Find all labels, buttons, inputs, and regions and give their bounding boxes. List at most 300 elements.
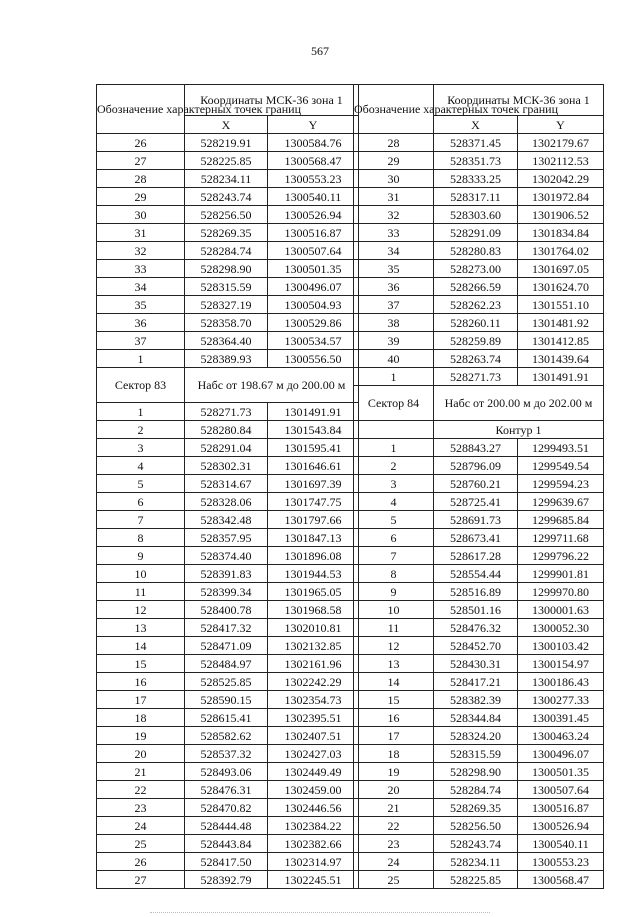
y-value: 1300526.94 (518, 817, 604, 835)
table-row (354, 350, 604, 368)
x-value: 528673.41 (434, 529, 518, 547)
point-number: 9 (97, 547, 185, 565)
y-value: 1302449.49 (268, 763, 359, 781)
y-value: 1301491.91 (268, 403, 359, 421)
point-number: 32 (97, 242, 185, 260)
x-value: 528493.06 (185, 763, 268, 781)
table-row (354, 296, 604, 314)
y-value: 1302242.29 (268, 673, 359, 691)
x-value: 528269.35 (185, 224, 268, 242)
y-value: 1299639.67 (518, 493, 604, 511)
table-row (354, 547, 604, 565)
x-value: 528351.73 (434, 152, 518, 170)
table-row (97, 619, 359, 637)
point-number: 27 (97, 152, 185, 170)
point-number: 23 (354, 835, 434, 853)
y-value: 1302459.00 (268, 781, 359, 799)
y-value: 1302427.03 (268, 745, 359, 763)
x-value: 528260.11 (434, 314, 518, 332)
point-number: 5 (97, 475, 185, 493)
table-row (354, 637, 604, 655)
table-row (354, 368, 604, 386)
y-value: 1300526.94 (268, 206, 359, 224)
y-value: 1302382.66 (268, 835, 359, 853)
y-value: 1301697.39 (268, 475, 359, 493)
point-number: 17 (354, 727, 434, 745)
point-number: 13 (97, 619, 185, 637)
y-value: 1302354.73 (268, 691, 359, 709)
table-row (97, 457, 359, 475)
table-row (97, 475, 359, 493)
point-number: 4 (354, 493, 434, 511)
point-number: 20 (354, 781, 434, 799)
point-number: 6 (354, 529, 434, 547)
point-number: 1 (97, 350, 185, 368)
point-number: 20 (97, 745, 185, 763)
x-value: 528256.50 (185, 206, 268, 224)
y-value: 1301481.92 (518, 314, 604, 332)
y-value: 1301896.08 (268, 547, 359, 565)
header-row (97, 85, 359, 116)
point-number: 1 (354, 368, 434, 386)
table-row (354, 565, 604, 583)
y-value: 1302407.51 (268, 727, 359, 745)
y-value: 1300553.23 (268, 170, 359, 188)
y-value: 1299901.81 (518, 565, 604, 583)
y-value: 1302112.53 (518, 152, 604, 170)
point-number: 24 (354, 853, 434, 871)
x-value: 528392.79 (185, 871, 268, 889)
y-value: 1300463.24 (518, 727, 604, 745)
point-number: 22 (97, 781, 185, 799)
y-value: 1302042.29 (518, 170, 604, 188)
y-value: 1301543.84 (268, 421, 359, 439)
y-value: 1300568.47 (268, 152, 359, 170)
point-number: 34 (354, 242, 434, 260)
x-value: 528324.20 (434, 727, 518, 745)
point-number: 3 (97, 439, 185, 457)
table-row (97, 188, 359, 206)
table-row (97, 350, 359, 368)
table-row (97, 493, 359, 511)
x-header: X (434, 116, 518, 134)
point-number: 5 (354, 511, 434, 529)
x-value: 528234.11 (434, 853, 518, 871)
table-row (97, 601, 359, 619)
x-value: 528471.09 (185, 637, 268, 655)
x-value: 528315.59 (185, 278, 268, 296)
y-value: 1301847.13 (268, 529, 359, 547)
x-value: 528389.93 (185, 350, 268, 368)
x-value: 528399.34 (185, 583, 268, 601)
point-number: 11 (354, 619, 434, 637)
y-value: 1300501.35 (268, 260, 359, 278)
point-number: 16 (97, 673, 185, 691)
table-row (97, 547, 359, 565)
table-row (354, 457, 604, 475)
y-value: 1299685.84 (518, 511, 604, 529)
table-row (97, 565, 359, 583)
point-number: 40 (354, 350, 434, 368)
table-row (354, 691, 604, 709)
y-value: 1302161.96 (268, 655, 359, 673)
y-header: Y (268, 116, 359, 134)
table-row (354, 206, 604, 224)
x-value: 528554.44 (434, 565, 518, 583)
y-value: 1301595.41 (268, 439, 359, 457)
x-value: 528484.97 (185, 655, 268, 673)
x-value: 528796.09 (434, 457, 518, 475)
y-value: 1302446.56 (268, 799, 359, 817)
y-value: 1299594.23 (518, 475, 604, 493)
table-row (354, 601, 604, 619)
table-row (97, 134, 359, 152)
y-value: 1300052.30 (518, 619, 604, 637)
table-row (97, 242, 359, 260)
table-row (97, 529, 359, 547)
x-value: 528243.74 (434, 835, 518, 853)
point-number: 33 (354, 224, 434, 242)
table-row (354, 709, 604, 727)
table-row (354, 655, 604, 673)
table-row (354, 332, 604, 350)
y-value: 1301972.84 (518, 188, 604, 206)
table-row (354, 781, 604, 799)
x-value: 528302.31 (185, 457, 268, 475)
y-value: 1300504.93 (268, 296, 359, 314)
table-row (97, 853, 359, 871)
table-row (97, 871, 359, 889)
point-number: 8 (97, 529, 185, 547)
coords-title-header: Координаты МСК-36 зона 1 (185, 85, 359, 116)
y-value: 1301624.70 (518, 278, 604, 296)
point-number: 28 (354, 134, 434, 152)
point-number: 11 (97, 583, 185, 601)
point-number: 26 (97, 134, 185, 152)
table-row (97, 152, 359, 170)
table-row (97, 296, 359, 314)
page-number: 567 (311, 44, 329, 58)
x-value: 528382.39 (434, 691, 518, 709)
table-row (354, 493, 604, 511)
y-value: 1300391.45 (518, 709, 604, 727)
point-number: 36 (97, 314, 185, 332)
table-row (354, 871, 604, 889)
x-value: 528725.41 (434, 493, 518, 511)
y-value: 1300496.07 (268, 278, 359, 296)
x-value: 528259.89 (434, 332, 518, 350)
x-value: 528225.85 (434, 871, 518, 889)
x-value: 528262.23 (434, 296, 518, 314)
y-value: 1299796.22 (518, 547, 604, 565)
point-number: 1 (354, 439, 434, 457)
x-value: 528537.32 (185, 745, 268, 763)
y-value: 1300001.63 (518, 601, 604, 619)
point-number: 36 (354, 278, 434, 296)
point-number: 38 (354, 314, 434, 332)
x-value: 528525.85 (185, 673, 268, 691)
y-value: 1300103.42 (518, 637, 604, 655)
x-value: 528400.78 (185, 601, 268, 619)
y-value: 1302395.51 (268, 709, 359, 727)
y-value: 1302132.85 (268, 637, 359, 655)
coordinates-table-left (96, 84, 359, 889)
designation-header: Обозначение характерных точек границ (354, 85, 434, 134)
point-number: 25 (354, 871, 434, 889)
y-value: 1300568.47 (518, 871, 604, 889)
point-number: 16 (354, 709, 434, 727)
x-value: 528617.28 (434, 547, 518, 565)
x-value: 528344.84 (434, 709, 518, 727)
table-row (354, 817, 604, 835)
point-number: 15 (97, 655, 185, 673)
table-row (354, 439, 604, 457)
x-value: 528843.27 (434, 439, 518, 457)
table-row (354, 475, 604, 493)
point-number: 27 (97, 871, 185, 889)
table-row (97, 224, 359, 242)
table-row (97, 835, 359, 853)
point-number: 10 (97, 565, 185, 583)
point-number: 19 (97, 727, 185, 745)
point-number: 28 (97, 170, 185, 188)
point-number: 12 (97, 601, 185, 619)
table-row (354, 242, 604, 260)
x-value: 528358.70 (185, 314, 268, 332)
x-value: 528443.84 (185, 835, 268, 853)
table-row (97, 691, 359, 709)
table-row (354, 529, 604, 547)
table-row (354, 188, 604, 206)
x-value: 528280.83 (434, 242, 518, 260)
x-value: 528691.73 (434, 511, 518, 529)
x-value: 528516.89 (434, 583, 518, 601)
y-value: 1301646.61 (268, 457, 359, 475)
x-value: 528417.50 (185, 853, 268, 871)
x-value: 528371.45 (434, 134, 518, 152)
x-value: 528298.90 (185, 260, 268, 278)
y-value: 1300501.35 (518, 763, 604, 781)
table-row (97, 421, 359, 439)
contour-row (354, 421, 604, 439)
point-number: 37 (97, 332, 185, 350)
y-value: 1300154.97 (518, 655, 604, 673)
point-number: 12 (354, 637, 434, 655)
y-value: 1300553.23 (518, 853, 604, 871)
point-number: 6 (97, 493, 185, 511)
table-row (97, 781, 359, 799)
table-row (354, 224, 604, 242)
x-value: 528273.00 (434, 260, 518, 278)
x-value: 528271.73 (185, 403, 268, 421)
x-value: 528269.35 (434, 799, 518, 817)
x-value: 528284.74 (434, 781, 518, 799)
y-value: 1300496.07 (518, 745, 604, 763)
point-number: 22 (354, 817, 434, 835)
x-header: X (185, 116, 268, 134)
table-row (354, 745, 604, 763)
x-value: 528615.41 (185, 709, 268, 727)
y-value: 1301491.91 (518, 368, 604, 386)
y-value: 1300516.87 (518, 799, 604, 817)
point-number: 14 (354, 673, 434, 691)
table-row (97, 583, 359, 601)
table-row (354, 673, 604, 691)
table-row (97, 314, 359, 332)
point-number: 13 (354, 655, 434, 673)
point-number: 23 (97, 799, 185, 817)
point-number: 15 (354, 691, 434, 709)
x-value: 528417.32 (185, 619, 268, 637)
table-row (354, 170, 604, 188)
sector-label: Сектор 84 (354, 386, 434, 421)
y-value: 1301797.66 (268, 511, 359, 529)
y-value: 1302314.97 (268, 853, 359, 871)
x-value: 528298.90 (434, 763, 518, 781)
y-value: 1300584.76 (268, 134, 359, 152)
nabs-range: Набс от 200.00 м до 202.00 м (434, 386, 604, 421)
table-row (97, 673, 359, 691)
table-row (97, 511, 359, 529)
point-number: 25 (97, 835, 185, 853)
y-value: 1302010.81 (268, 619, 359, 637)
empty-cell (354, 421, 434, 439)
y-value: 1301697.05 (518, 260, 604, 278)
x-value: 528256.50 (434, 817, 518, 835)
table-row (354, 799, 604, 817)
x-value: 528333.25 (434, 170, 518, 188)
table-row (354, 619, 604, 637)
point-number: 29 (97, 188, 185, 206)
point-number: 30 (354, 170, 434, 188)
y-value: 1301747.75 (268, 493, 359, 511)
coords-title-header: Координаты МСК-36 зона 1 (434, 85, 604, 116)
table-row (97, 799, 359, 817)
point-number: 2 (97, 421, 185, 439)
x-value: 528476.31 (185, 781, 268, 799)
table-row (97, 745, 359, 763)
point-number: 18 (97, 709, 185, 727)
x-value: 528284.74 (185, 242, 268, 260)
y-value: 1301412.85 (518, 332, 604, 350)
x-value: 528364.40 (185, 332, 268, 350)
y-value: 1301906.52 (518, 206, 604, 224)
y-value: 1299493.51 (518, 439, 604, 457)
point-number: 35 (354, 260, 434, 278)
y-value: 1301944.53 (268, 565, 359, 583)
table-row (354, 260, 604, 278)
y-value: 1300556.50 (268, 350, 359, 368)
table-row (354, 763, 604, 781)
y-value: 1300516.87 (268, 224, 359, 242)
point-number: 18 (354, 745, 434, 763)
table-row (97, 332, 359, 350)
y-value: 1300534.57 (268, 332, 359, 350)
point-number: 24 (97, 817, 185, 835)
y-header: Y (518, 116, 604, 134)
point-number: 31 (97, 224, 185, 242)
y-value: 1301439.64 (518, 350, 604, 368)
x-value: 528417.21 (434, 673, 518, 691)
point-number: 17 (97, 691, 185, 709)
designation-header: Обозначение характерных точек границ (97, 85, 185, 134)
y-value: 1301968.58 (268, 601, 359, 619)
point-number: 14 (97, 637, 185, 655)
y-value: 1301551.10 (518, 296, 604, 314)
table-row (354, 152, 604, 170)
x-value: 528342.48 (185, 511, 268, 529)
y-value: 1301965.05 (268, 583, 359, 601)
x-value: 528327.19 (185, 296, 268, 314)
x-value: 528317.11 (434, 188, 518, 206)
x-value: 528234.11 (185, 170, 268, 188)
table-row (354, 835, 604, 853)
point-number: 33 (97, 260, 185, 278)
point-number: 34 (97, 278, 185, 296)
y-value: 1300277.33 (518, 691, 604, 709)
x-value: 528328.06 (185, 493, 268, 511)
point-number: 9 (354, 583, 434, 601)
y-value: 1301764.02 (518, 242, 604, 260)
x-value: 528357.95 (185, 529, 268, 547)
x-value: 528444.48 (185, 817, 268, 835)
point-number: 29 (354, 152, 434, 170)
contour-label: Контур 1 (434, 421, 604, 439)
table-row (97, 727, 359, 745)
scan-edge-line (150, 912, 490, 913)
point-number: 32 (354, 206, 434, 224)
table-row (97, 206, 359, 224)
nabs-range: Набс от 198.67 м до 200.00 м (185, 368, 359, 403)
x-value: 528374.40 (185, 547, 268, 565)
point-number: 10 (354, 601, 434, 619)
point-number: 39 (354, 332, 434, 350)
y-value: 1301834.84 (518, 224, 604, 242)
table-row (97, 403, 359, 421)
x-value: 528760.21 (434, 475, 518, 493)
table-row (97, 637, 359, 655)
table-row (97, 170, 359, 188)
point-number: 30 (97, 206, 185, 224)
point-number: 35 (97, 296, 185, 314)
x-value: 528243.74 (185, 188, 268, 206)
table-row (97, 439, 359, 457)
y-value: 1302384.22 (268, 817, 359, 835)
point-number: 4 (97, 457, 185, 475)
coordinates-table-right (353, 84, 604, 889)
x-value: 528315.59 (434, 745, 518, 763)
point-number: 26 (97, 853, 185, 871)
y-value: 1300540.11 (518, 835, 604, 853)
point-number: 21 (354, 799, 434, 817)
y-value: 1300186.43 (518, 673, 604, 691)
y-value: 1300540.11 (268, 188, 359, 206)
x-value: 528452.70 (434, 637, 518, 655)
point-number: 2 (354, 457, 434, 475)
point-number: 37 (354, 296, 434, 314)
x-value: 528266.59 (434, 278, 518, 296)
point-number: 7 (97, 511, 185, 529)
point-number: 1 (97, 403, 185, 421)
point-number: 21 (97, 763, 185, 781)
sector-label: Сектор 83 (97, 368, 185, 403)
x-value: 528291.09 (434, 224, 518, 242)
table-row (354, 134, 604, 152)
table-row (97, 260, 359, 278)
x-value: 528476.32 (434, 619, 518, 637)
table-row (97, 278, 359, 296)
y-value: 1299711.68 (518, 529, 604, 547)
